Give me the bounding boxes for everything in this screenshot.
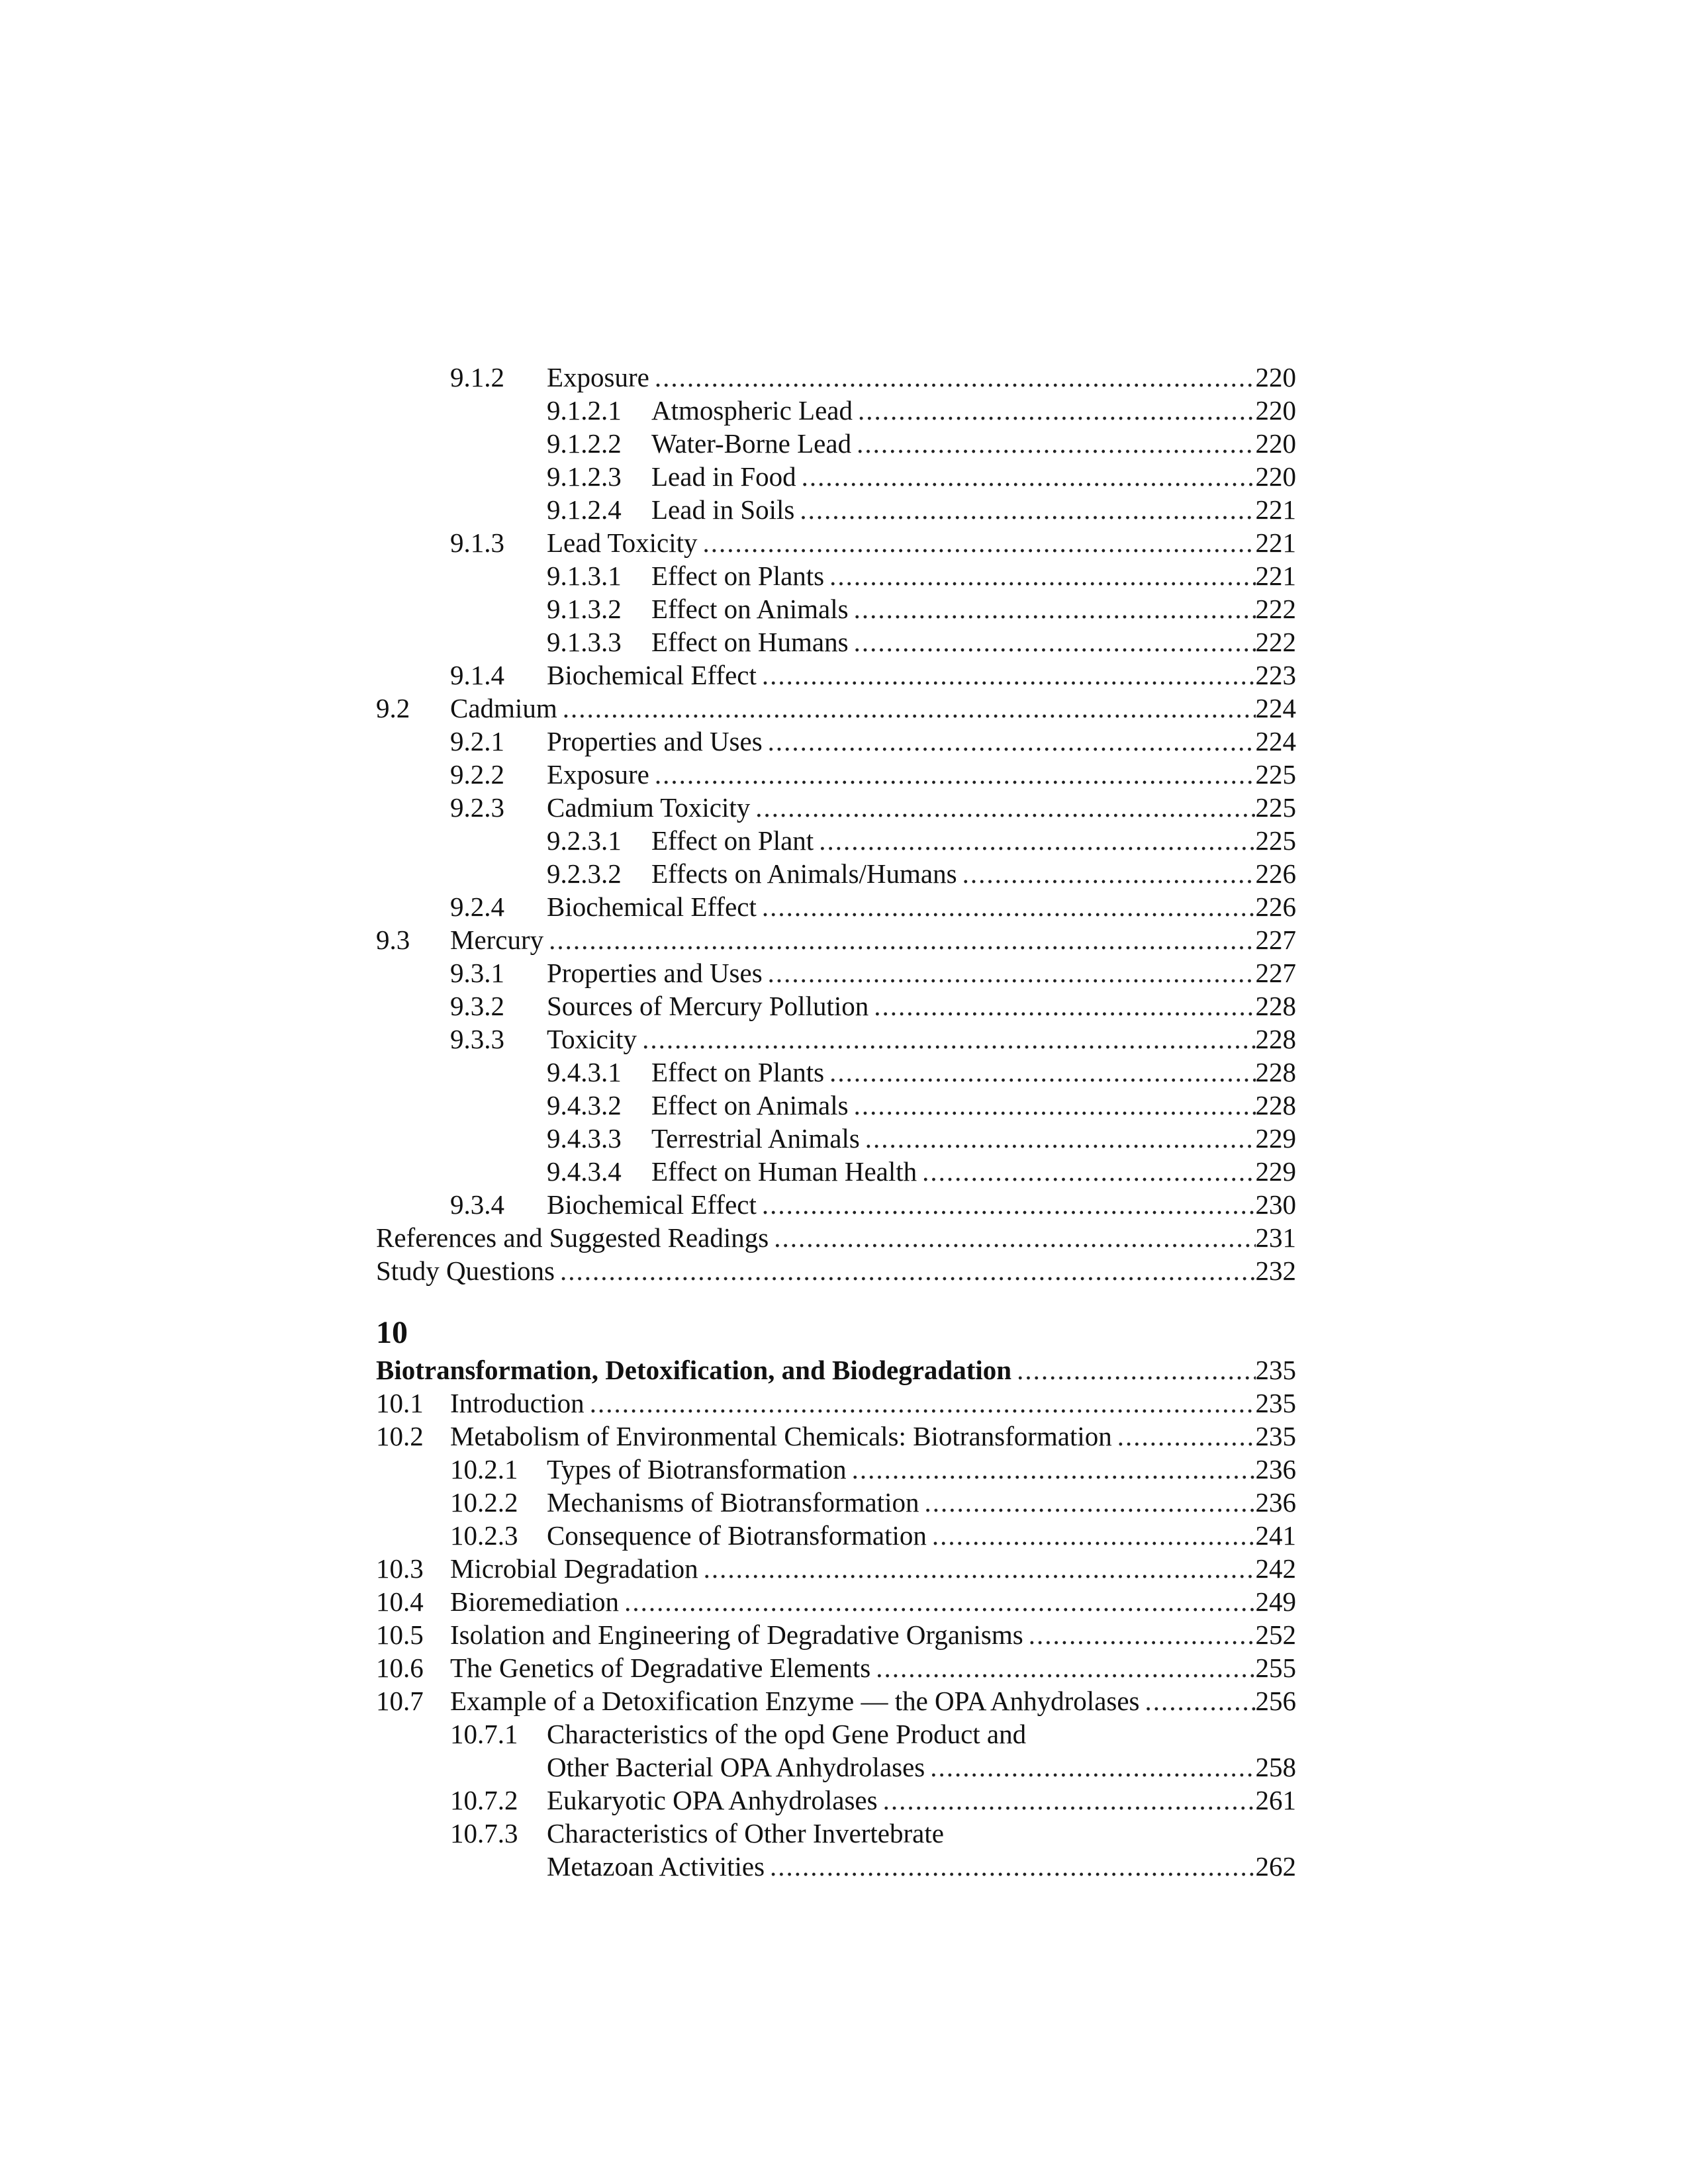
entry-title: Effect on Animals: [651, 594, 849, 624]
toc-entry[interactable]: [376, 1784, 1296, 1817]
entry-page: 221: [1255, 561, 1296, 591]
entry-title: Exposure: [547, 362, 649, 392]
entry-number: 10.2.2: [450, 1487, 518, 1518]
toc-entry[interactable]: [376, 659, 1296, 692]
toc-entry[interactable]: [376, 1519, 1296, 1552]
toc-entry[interactable]: [376, 361, 1296, 394]
entry-page: 228: [1255, 1024, 1296, 1054]
dot-leader: [849, 1089, 1256, 1122]
entry-page: 225: [1255, 759, 1296, 790]
entry-number: 9.1.2.3: [547, 461, 622, 492]
entry-number: 10.7.2: [450, 1785, 518, 1815]
dot-leader: [1140, 1684, 1256, 1717]
entry-title: Effects on Animals/Humans: [651, 858, 957, 889]
entry-page: 222: [1255, 627, 1296, 657]
entry-title: Exposure: [547, 759, 649, 790]
toc-entry[interactable]: [376, 592, 1296, 625]
entry-page: 220: [1255, 461, 1296, 492]
entry-title: Sources of Mercury Pollution: [547, 991, 869, 1021]
toc-entry[interactable]: [376, 923, 1296, 956]
entry-page: 236: [1255, 1487, 1296, 1518]
toc-entry[interactable]: [376, 493, 1296, 526]
dot-leader: [757, 1188, 1256, 1221]
toc-entry[interactable]: [376, 1651, 1296, 1684]
entry-page: 221: [1255, 527, 1296, 558]
entry-title: Lead in Soils: [651, 494, 795, 525]
entry-page: 226: [1255, 891, 1296, 922]
entry-page: 232: [1255, 1255, 1296, 1286]
table-of-contents: [376, 0, 1296, 2184]
entry-number: 10.3: [376, 1553, 424, 1584]
entry-number: 9.3.2: [450, 991, 504, 1021]
dot-leader: [849, 625, 1256, 659]
entry-title: Metazoan Activities: [547, 1851, 765, 1882]
entry-number: 9.3: [376, 925, 410, 955]
entry-number: 9.1.2.4: [547, 494, 622, 525]
entry-page: 235: [1255, 1355, 1296, 1385]
entry-number: 9.1.4: [450, 660, 504, 690]
toc-entry[interactable]: [376, 857, 1296, 890]
entry-number: 9.4.3.2: [547, 1090, 622, 1120]
entry-page: 221: [1255, 494, 1296, 525]
entry-number: 9.3.3: [450, 1024, 504, 1054]
dot-leader: [769, 1221, 1255, 1254]
entry-number: 10.2: [376, 1421, 424, 1451]
toc-entry-wrapped-start[interactable]: [376, 1817, 1296, 1850]
entry-page: 231: [1255, 1222, 1296, 1253]
toc-entry-wrapped-end[interactable]: [376, 1751, 1296, 1784]
entry-page: 222: [1255, 594, 1296, 624]
entry-page: 249: [1255, 1586, 1296, 1617]
entry-title: The Genetics of Degradative Elements: [450, 1653, 871, 1683]
entry-number: 9.1.3.1: [547, 561, 622, 591]
dot-leader: [637, 1023, 1255, 1056]
toc-entry[interactable]: [376, 625, 1296, 659]
dot-leader: [870, 1651, 1255, 1684]
dot-leader: [849, 592, 1256, 625]
entry-title: Water-Borne Lead: [651, 428, 852, 459]
entry-page: 241: [1255, 1520, 1296, 1551]
entry-title: Isolation and Engineering of Degradative Organisms: [450, 1619, 1023, 1650]
entry-title: Cadmium Toxicity: [547, 792, 751, 823]
entry-number: 9.2: [376, 693, 410, 723]
dot-leader: [757, 890, 1256, 923]
dot-leader: [750, 791, 1255, 824]
entry-number: 10.2.3: [450, 1520, 518, 1551]
dot-leader: [763, 725, 1256, 758]
entry-page: 236: [1255, 1454, 1296, 1484]
entry-page: 225: [1255, 825, 1296, 856]
entry-page: 255: [1255, 1653, 1296, 1683]
dot-leader: [543, 923, 1255, 956]
chapter-title-entry[interactable]: [376, 1353, 1296, 1387]
entry-number: 9.2.1: [450, 726, 504, 756]
entry-title: References and Suggested Readings: [376, 1222, 769, 1253]
entry-title: Example of a Detoxification Enzyme — the OPA Anhydrolases: [450, 1686, 1140, 1716]
entry-number: 10.2.1: [450, 1454, 518, 1484]
dot-leader: [1011, 1353, 1255, 1387]
dot-leader: [555, 1254, 1256, 1287]
dot-leader: [557, 692, 1256, 725]
entry-page: 223: [1255, 660, 1296, 690]
dot-leader: [851, 427, 1255, 460]
toc-entry[interactable]: [376, 725, 1296, 758]
entry-title: Other Bacterial OPA Anhydrolases: [547, 1752, 925, 1782]
entry-number: 9.4.3.4: [547, 1156, 622, 1187]
dot-leader: [698, 1552, 1256, 1585]
entry-title: Characteristics of the opd Gene Product and: [547, 1719, 1027, 1749]
dot-leader: [585, 1387, 1256, 1420]
toc-entry[interactable]: [376, 1155, 1296, 1188]
toc-entry[interactable]: [376, 956, 1296, 989]
entry-page: 252: [1255, 1619, 1296, 1650]
entry-page: 261: [1255, 1785, 1296, 1815]
entry-number: 9.1.3: [450, 527, 504, 558]
dot-leader: [847, 1453, 1256, 1486]
entry-number: 9.2.3.2: [547, 858, 622, 889]
entry-title: Effect on Plant: [651, 825, 814, 856]
dot-leader: [860, 1122, 1256, 1155]
toc-entry[interactable]: [376, 1122, 1296, 1155]
entry-page: 256: [1255, 1686, 1296, 1716]
dot-leader: [927, 1519, 1256, 1552]
entry-page: 224: [1255, 693, 1296, 723]
toc-entry[interactable]: [376, 692, 1296, 725]
dot-leader: [957, 857, 1256, 890]
toc-entry[interactable]: [376, 791, 1296, 824]
dot-leader: [698, 526, 1256, 559]
entry-page: 226: [1255, 858, 1296, 889]
entry-number: 9.1.2: [450, 362, 504, 392]
entry-title: Metabolism of Environmental Chemicals: Biotransformation: [450, 1421, 1112, 1451]
entry-page: 228: [1255, 1090, 1296, 1120]
toc-entry[interactable]: [376, 1387, 1296, 1420]
entry-page: 225: [1255, 792, 1296, 823]
entry-page: 228: [1255, 991, 1296, 1021]
entry-title: Eukaryotic OPA Anhydrolases: [547, 1785, 878, 1815]
entry-number: 9.2.3: [450, 792, 504, 823]
entry-title: Characteristics of Other Invertebrate: [547, 1818, 944, 1848]
dot-leader: [1112, 1420, 1256, 1453]
entry-number: 9.1.3.2: [547, 594, 622, 624]
entry-title: Effect on Human Health: [651, 1156, 917, 1187]
dot-leader: [824, 1056, 1255, 1089]
entry-title: Introduction: [450, 1388, 585, 1418]
toc-entry[interactable]: [376, 1552, 1296, 1585]
entry-page: 220: [1255, 395, 1296, 426]
entry-title: Mechanisms of Biotransformation: [547, 1487, 919, 1518]
chapter-number: 10: [376, 1315, 408, 1350]
entry-page: 229: [1255, 1123, 1296, 1154]
entry-number: 10.7: [376, 1686, 424, 1716]
toc-entry[interactable]: [376, 394, 1296, 427]
entry-number: 9.3.4: [450, 1189, 504, 1220]
dot-leader: [765, 1850, 1255, 1883]
entry-number: 9.2.2: [450, 759, 504, 790]
toc-entry[interactable]: [376, 460, 1296, 493]
toc-entry-wrapped-start[interactable]: [376, 1717, 1296, 1751]
entry-number: 9.2.4: [450, 891, 504, 922]
entry-title: Microbial Degradation: [450, 1553, 698, 1584]
entry-title: Effect on Plants: [651, 561, 825, 591]
dot-leader: [796, 460, 1256, 493]
toc-entry[interactable]: [376, 1056, 1296, 1089]
dot-leader: [1023, 1618, 1256, 1651]
dot-leader: [824, 559, 1255, 592]
entry-title: Toxicity: [547, 1024, 637, 1054]
entry-title: Effect on Humans: [651, 627, 849, 657]
toc-entry[interactable]: [376, 1618, 1296, 1651]
toc-entry[interactable]: [376, 890, 1296, 923]
toc-entry[interactable]: [376, 1188, 1296, 1221]
dot-leader: [757, 659, 1256, 692]
entry-title: Lead in Food: [651, 461, 796, 492]
entry-title: Consequence of Biotransformation: [547, 1520, 927, 1551]
toc-entry[interactable]: [376, 526, 1296, 559]
entry-page: 262: [1255, 1851, 1296, 1882]
dot-leader: [917, 1155, 1255, 1188]
entry-number: 10.7.1: [450, 1719, 518, 1749]
toc-entry[interactable]: [376, 1684, 1296, 1717]
entry-number: 10.7.3: [450, 1818, 518, 1848]
entry-title: Atmospheric Lead: [651, 395, 853, 426]
entry-page: 224: [1255, 726, 1296, 756]
entry-title: Effect on Animals: [651, 1090, 849, 1120]
entry-page: 220: [1255, 362, 1296, 392]
entry-page: 227: [1255, 958, 1296, 988]
entry-title: Cadmium: [450, 693, 557, 723]
dot-leader: [878, 1784, 1256, 1817]
toc-entry[interactable]: [376, 1420, 1296, 1453]
chapter-title: Biotransformation, Detoxification, and Biodegradation: [376, 1355, 1012, 1385]
entry-title: Terrestrial Animals: [651, 1123, 860, 1154]
entry-title: Mercury: [450, 925, 544, 955]
entry-number: 9.4.3.1: [547, 1057, 622, 1087]
entry-title: Effect on Plants: [651, 1057, 825, 1087]
entry-number: 10.4: [376, 1586, 424, 1617]
entry-title: Biochemical Effect: [547, 891, 757, 922]
dot-leader: [853, 394, 1256, 427]
entry-title: Bioremediation: [450, 1586, 620, 1617]
toc-entry[interactable]: [376, 1089, 1296, 1122]
entry-title: Properties and Uses: [547, 958, 763, 988]
entry-number: 10.5: [376, 1619, 424, 1650]
entry-title: Biochemical Effect: [547, 660, 757, 690]
dot-leader: [649, 361, 1256, 394]
toc-entry[interactable]: [376, 559, 1296, 592]
dot-leader: [919, 1486, 1256, 1519]
entry-number: 9.1.2.2: [547, 428, 622, 459]
toc-entry[interactable]: [376, 1585, 1296, 1618]
entry-title: Properties and Uses: [547, 726, 763, 756]
dot-leader: [794, 493, 1255, 526]
entry-number: 9.1.3.3: [547, 627, 622, 657]
entry-number: 9.4.3.3: [547, 1123, 622, 1154]
entry-page: 230: [1255, 1189, 1296, 1220]
toc-entry[interactable]: [376, 989, 1296, 1023]
entry-number: 10.1: [376, 1388, 424, 1418]
entry-page: 242: [1255, 1553, 1296, 1584]
toc-entry-wrapped-end[interactable]: [376, 1850, 1296, 1883]
entry-number: 9.1.2.1: [547, 395, 622, 426]
dot-leader: [925, 1751, 1255, 1784]
dot-leader: [763, 956, 1256, 989]
toc-entry[interactable]: [376, 1023, 1296, 1056]
toc-entry[interactable]: [376, 1221, 1296, 1254]
entry-page: 227: [1255, 925, 1296, 955]
entry-page: 228: [1255, 1057, 1296, 1087]
entry-title: Lead Toxicity: [547, 527, 698, 558]
dot-leader: [649, 758, 1256, 791]
entry-page: 235: [1255, 1388, 1296, 1418]
toc-entry[interactable]: [376, 824, 1296, 857]
entry-title: Biochemical Effect: [547, 1189, 757, 1220]
entry-page: 235: [1255, 1421, 1296, 1451]
entry-page: 258: [1255, 1752, 1296, 1782]
entry-page: 220: [1255, 428, 1296, 459]
entry-title: Study Questions: [376, 1255, 555, 1286]
toc-entry[interactable]: [376, 758, 1296, 791]
toc-entry[interactable]: [376, 1453, 1296, 1486]
toc-entry[interactable]: [376, 1254, 1296, 1287]
toc-entry[interactable]: [376, 1486, 1296, 1519]
dot-leader: [814, 824, 1255, 857]
entry-number: 10.6: [376, 1653, 424, 1683]
entry-number: 9.3.1: [450, 958, 504, 988]
entry-number: 9.2.3.1: [547, 825, 622, 856]
entry-title: Types of Biotransformation: [547, 1454, 847, 1484]
toc-entry[interactable]: [376, 427, 1296, 460]
entry-page: 229: [1255, 1156, 1296, 1187]
dot-leader: [868, 989, 1255, 1023]
dot-leader: [619, 1585, 1255, 1618]
